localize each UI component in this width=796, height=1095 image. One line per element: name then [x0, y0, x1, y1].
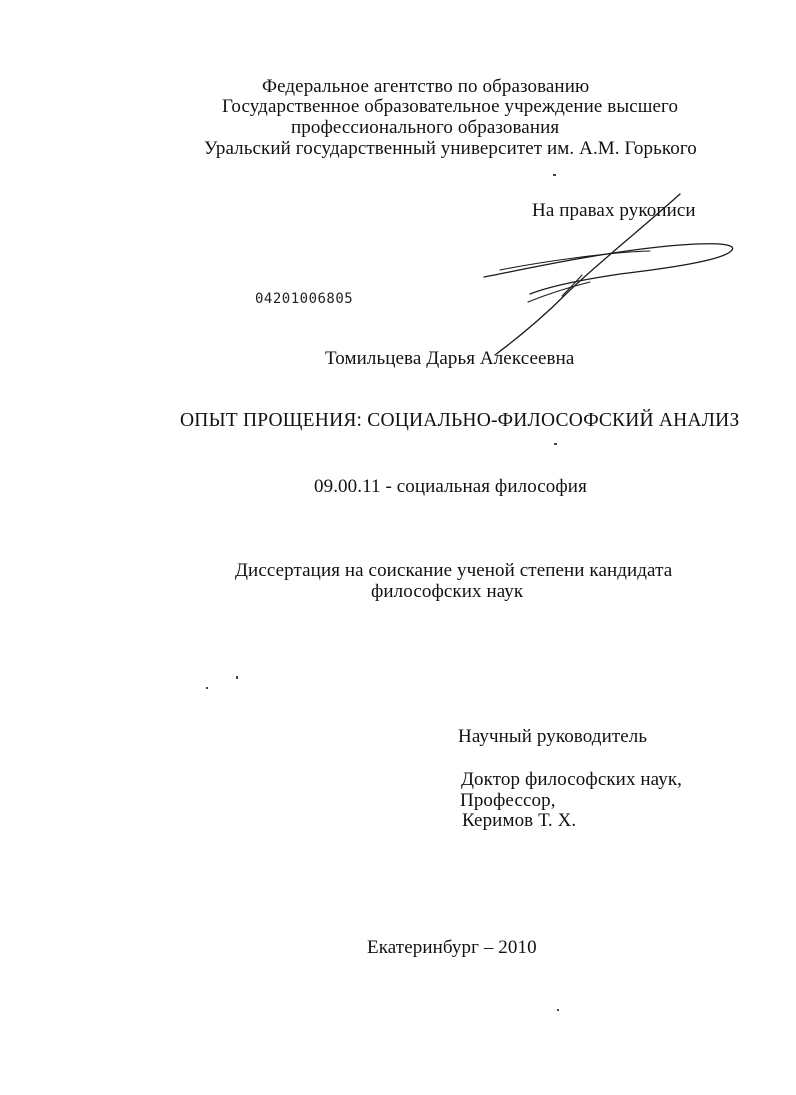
- supervisor-rank: Профессор,: [460, 790, 556, 811]
- scan-speck: [557, 1009, 559, 1011]
- catalog-number: 04201006805: [255, 291, 354, 307]
- supervisor-degree: Доктор философских наук,: [461, 769, 683, 790]
- institution-line-2: профессионального образования: [291, 117, 560, 138]
- institution-line-1: Государственное образовательное учреждение высшего: [222, 96, 679, 117]
- university-name: Уральский государственный университет им. А.М. Горького: [204, 138, 697, 159]
- scan-speck: [236, 676, 238, 679]
- manuscript-note: На правах рукописи: [532, 200, 696, 221]
- scan-speck: [554, 443, 557, 445]
- dissertation-purpose-line-2: философских наук: [371, 581, 524, 602]
- supervisor-name: Керимов Т. Х.: [462, 810, 577, 831]
- scan-speck: [553, 174, 556, 176]
- dissertation-title: ОПЫТ ПРОЩЕНИЯ: СОЦИАЛЬНО-ФИЛОСОФСКИЙ АНАЛИЗ: [180, 410, 740, 431]
- city-year: Екатеринбург – 2010: [367, 937, 537, 958]
- scan-speck: [206, 687, 208, 689]
- dissertation-purpose-line-1: Диссертация на соискание ученой степени кандидата: [235, 560, 673, 581]
- author-name: Томильцева Дарья Алексеевна: [325, 348, 575, 369]
- supervisor-heading: Научный руководитель: [458, 726, 648, 747]
- specialty-code: 09.00.11 - социальная философия: [314, 476, 587, 497]
- agency-name: Федеральное агентство по образованию: [262, 76, 590, 97]
